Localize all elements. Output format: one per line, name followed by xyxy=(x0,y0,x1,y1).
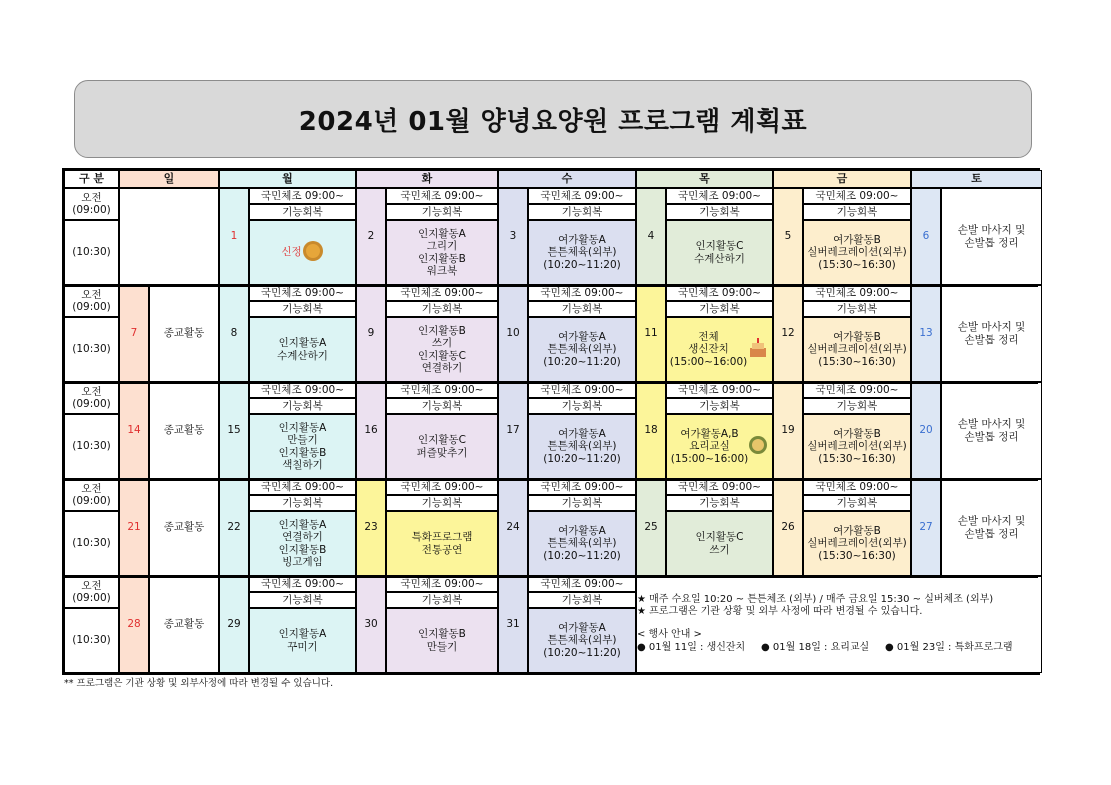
rehab-cell: 기능회복 xyxy=(249,495,356,511)
event-item: ● 01월 18일 : 요리교실 xyxy=(761,642,870,653)
date-cell: 20 xyxy=(911,382,941,479)
footer-note: ** 프로그램은 기관 상황 및 외부사정에 따라 변경될 수 있습니다. xyxy=(64,678,334,689)
header-day: 목 xyxy=(636,170,773,188)
date-cell: 15 xyxy=(219,382,249,479)
rehab-cell: 기능회복 xyxy=(528,204,636,220)
date-cell: 29 xyxy=(219,576,249,673)
date-cell: 31 xyxy=(498,576,528,673)
date-cell: 6 xyxy=(911,188,941,285)
program-cell xyxy=(528,511,636,576)
rehab-cell: 기능회복 xyxy=(666,204,773,220)
exercise-cell: 국민체조 09:00~ xyxy=(803,382,911,398)
date-cell: 28 xyxy=(119,576,149,673)
time-am: 오전 (09:00) xyxy=(64,188,119,220)
sun-program-cell: 종교활동 xyxy=(149,285,219,382)
program-text: 여가활동B 실버레크레이션(외부) (15:30~16:30) xyxy=(807,428,907,465)
title-banner xyxy=(74,80,1032,158)
program-text: 신정 xyxy=(281,246,302,259)
date-cell: 25 xyxy=(636,479,666,576)
exercise-cell: 국민체조 09:00~ xyxy=(528,382,636,398)
rehab-cell: 기능회복 xyxy=(666,495,773,511)
sun-program-cell: 종교활동 xyxy=(149,479,219,576)
event-item: ● 01월 11일 : 생신잔치 xyxy=(637,642,746,653)
rehab-cell: 기능회복 xyxy=(386,592,498,608)
exercise-cell: 국민체조 09:00~ xyxy=(249,479,356,495)
event-item: ● 01월 23일 : 특화프로그램 xyxy=(885,642,1013,653)
sun-icon xyxy=(302,240,324,265)
program-cell xyxy=(528,220,636,285)
program-cell xyxy=(803,317,911,382)
date-cell: 24 xyxy=(498,479,528,576)
exercise-cell: 국민체조 09:00~ xyxy=(803,285,911,301)
exercise-cell: 국민체조 09:00~ xyxy=(249,285,356,301)
exercise-cell: 국민체조 09:00~ xyxy=(528,479,636,495)
rehab-cell: 기능회복 xyxy=(249,301,356,317)
program-cell xyxy=(528,317,636,382)
rehab-cell: 기능회복 xyxy=(528,592,636,608)
program-cell xyxy=(803,414,911,479)
program-cell xyxy=(386,317,498,382)
page-title: 2024년 01월 양녕요양원 프로그램 계획표 xyxy=(298,106,808,137)
program-text: 인지활동A 만들기 인지활동B 색칠하기 xyxy=(278,422,327,471)
date-cell: 26 xyxy=(773,479,803,576)
rehab-cell: 기능회복 xyxy=(249,204,356,220)
row-separator xyxy=(64,381,1038,384)
header-day: 일 xyxy=(119,170,219,188)
program-text: 인지활동A 연결하기 인지활동B 빙고게임 xyxy=(278,519,327,568)
note-line-2: ★ 프로그램은 기관 상황 및 외부 사정에 따라 변경될 수 있습니다. xyxy=(637,606,923,617)
program-text: 여가활동A 튼튼체육(외부) (10:20~11:20) xyxy=(543,234,621,271)
program-text: 인지활동C 퍼즐맞추기 xyxy=(416,434,468,459)
program-cell xyxy=(386,414,498,479)
program-text: 여가활동A 튼튼체육(외부) (10:20~11:20) xyxy=(543,622,621,659)
program-cell xyxy=(666,511,773,576)
program-cell xyxy=(666,220,773,285)
rehab-cell: 기능회복 xyxy=(803,301,911,317)
exercise-cell: 국민체조 09:00~ xyxy=(666,479,773,495)
note-line-1: ★ 매주 수요일 10:20 ~ 튼튼체조 (외부) / 매주 금요일 15:30 ~ 실버체조 (외부) xyxy=(637,594,994,605)
exercise-cell: 국민체조 09:00~ xyxy=(249,188,356,204)
program-cell xyxy=(666,317,773,382)
row-separator xyxy=(64,284,1038,287)
date-cell: 5 xyxy=(773,188,803,285)
rehab-cell: 기능회복 xyxy=(803,204,911,220)
date-cell: 10 xyxy=(498,285,528,382)
time-1030: (10:30) xyxy=(64,511,119,576)
program-text: 인지활동C 수계산하기 xyxy=(694,240,745,265)
exercise-cell: 국민체조 09:00~ xyxy=(386,576,498,592)
date-cell: 1 xyxy=(219,188,249,285)
date-cell: 18 xyxy=(636,382,666,479)
exercise-cell: 국민체조 09:00~ xyxy=(528,188,636,204)
sat-program-cell: 손발 마사지 및 손발톱 정리 xyxy=(941,285,1042,382)
exercise-cell: 국민체조 09:00~ xyxy=(386,479,498,495)
program-cell xyxy=(249,414,356,479)
exercise-cell: 국민체조 09:00~ xyxy=(803,479,911,495)
notes-box xyxy=(636,576,1042,673)
date-cell: 12 xyxy=(773,285,803,382)
cake-icon xyxy=(747,337,769,362)
header-day: 화 xyxy=(356,170,498,188)
sat-program-cell: 손발 마사지 및 손발톱 정리 xyxy=(941,188,1042,285)
program-text: 인지활동B 만들기 xyxy=(418,628,466,653)
program-text: 인지활동A 꾸미기 xyxy=(278,628,327,653)
date-cell: 9 xyxy=(356,285,386,382)
sat-program-cell: 손발 마사지 및 손발톱 정리 xyxy=(941,479,1042,576)
program-text: 여가활동B 실버레크레이션(외부) (15:30~16:30) xyxy=(807,331,907,368)
sat-program-cell: 손발 마사지 및 손발톱 정리 xyxy=(941,382,1042,479)
exercise-cell: 국민체조 09:00~ xyxy=(528,576,636,592)
program-cell xyxy=(249,317,356,382)
date-cell: 16 xyxy=(356,382,386,479)
program-cell xyxy=(386,608,498,673)
rehab-cell: 기능회복 xyxy=(528,495,636,511)
rehab-cell: 기능회복 xyxy=(249,398,356,414)
date-cell: 30 xyxy=(356,576,386,673)
rehab-cell: 기능회복 xyxy=(666,301,773,317)
exercise-cell: 국민체조 09:00~ xyxy=(249,576,356,592)
header-day: 금 xyxy=(773,170,911,188)
time-am: 오전 (09:00) xyxy=(64,479,119,511)
exercise-cell: 국민체조 09:00~ xyxy=(666,188,773,204)
date-cell: 8 xyxy=(219,285,249,382)
program-text: 여가활동B 실버레크레이션(외부) (15:30~16:30) xyxy=(807,525,907,562)
date-cell: 19 xyxy=(773,382,803,479)
rehab-cell: 기능회복 xyxy=(386,204,498,220)
exercise-cell: 국민체조 09:00~ xyxy=(528,285,636,301)
rehab-cell: 기능회복 xyxy=(386,301,498,317)
rehab-cell: 기능회복 xyxy=(666,398,773,414)
program-cell xyxy=(803,511,911,576)
program-text: 전체 생신잔치 (15:00~16:00) xyxy=(669,331,748,368)
date-cell: 3 xyxy=(498,188,528,285)
date-cell: 14 xyxy=(119,382,149,479)
program-cell xyxy=(666,414,773,479)
exercise-cell: 국민체조 09:00~ xyxy=(386,188,498,204)
exercise-cell: 국민체조 09:00~ xyxy=(666,285,773,301)
program-cell xyxy=(249,511,356,576)
program-text: 여가활동B 실버레크레이션(외부) (15:30~16:30) xyxy=(807,234,907,271)
time-1030: (10:30) xyxy=(64,608,119,673)
header-gubun: 구 분 xyxy=(64,170,119,188)
date-cell: 17 xyxy=(498,382,528,479)
time-am: 오전 (09:00) xyxy=(64,576,119,608)
rehab-cell: 기능회복 xyxy=(803,398,911,414)
date-cell: 7 xyxy=(119,285,149,382)
date-cell: 23 xyxy=(356,479,386,576)
rehab-cell: 기능회복 xyxy=(249,592,356,608)
time-1030: (10:30) xyxy=(64,414,119,479)
program-text: 인지활동A 그리기 인지활동B 워크북 xyxy=(418,228,466,277)
time-1030: (10:30) xyxy=(64,317,119,382)
program-text: 여가활동A 튼튼체육(외부) (10:20~11:20) xyxy=(543,525,621,562)
program-cell xyxy=(528,608,636,673)
sun-program-cell: 종교활동 xyxy=(149,576,219,673)
program-text: 인지활동B 쓰기 인지활동C 연결하기 xyxy=(418,325,466,374)
date-cell: 2 xyxy=(356,188,386,285)
date-cell: 11 xyxy=(636,285,666,382)
exercise-cell: 국민체조 09:00~ xyxy=(249,382,356,398)
date-cell: 27 xyxy=(911,479,941,576)
rehab-cell: 기능회복 xyxy=(803,495,911,511)
rehab-cell: 기능회복 xyxy=(528,398,636,414)
program-text: 인지활동C 쓰기 xyxy=(695,531,744,556)
program-cell xyxy=(249,608,356,673)
program-text: 인지활동A 수계산하기 xyxy=(277,337,328,362)
program-cell xyxy=(528,414,636,479)
program-text: 여가활동A,B 요리교실 (15:00~16:00) xyxy=(670,428,749,465)
program-cell xyxy=(249,220,356,285)
program-cell xyxy=(386,511,498,576)
exercise-cell: 국민체조 09:00~ xyxy=(386,285,498,301)
time-1030: (10:30) xyxy=(64,220,119,285)
rehab-cell: 기능회복 xyxy=(528,301,636,317)
exercise-cell: 국민체조 09:00~ xyxy=(803,188,911,204)
row-separator xyxy=(64,575,1038,578)
program-text: 여가활동A 튼튼체육(외부) (10:20~11:20) xyxy=(543,331,621,368)
time-am: 오전 (09:00) xyxy=(64,285,119,317)
rehab-cell: 기능회복 xyxy=(386,495,498,511)
program-text: 특화프로그램 전통공연 xyxy=(411,531,473,556)
exercise-cell: 국민체조 09:00~ xyxy=(666,382,773,398)
time-am: 오전 (09:00) xyxy=(64,382,119,414)
program-cell xyxy=(803,220,911,285)
date-cell: 13 xyxy=(911,285,941,382)
header-day: 토 xyxy=(911,170,1042,188)
rehab-cell: 기능회복 xyxy=(386,398,498,414)
program-text: 여가활동A 튼튼체육(외부) (10:20~11:20) xyxy=(543,428,621,465)
header-day: 월 xyxy=(219,170,356,188)
events-title: < 행사 안내 > xyxy=(637,629,702,640)
date-cell: 22 xyxy=(219,479,249,576)
date-cell: 21 xyxy=(119,479,149,576)
exercise-cell: 국민체조 09:00~ xyxy=(386,382,498,398)
date-cell: 4 xyxy=(636,188,666,285)
header-day: 수 xyxy=(498,170,636,188)
sun-empty-cell xyxy=(119,188,219,285)
row-separator xyxy=(64,478,1038,481)
sun-program-cell: 종교활동 xyxy=(149,382,219,479)
program-cell xyxy=(386,220,498,285)
food-icon xyxy=(748,435,768,458)
